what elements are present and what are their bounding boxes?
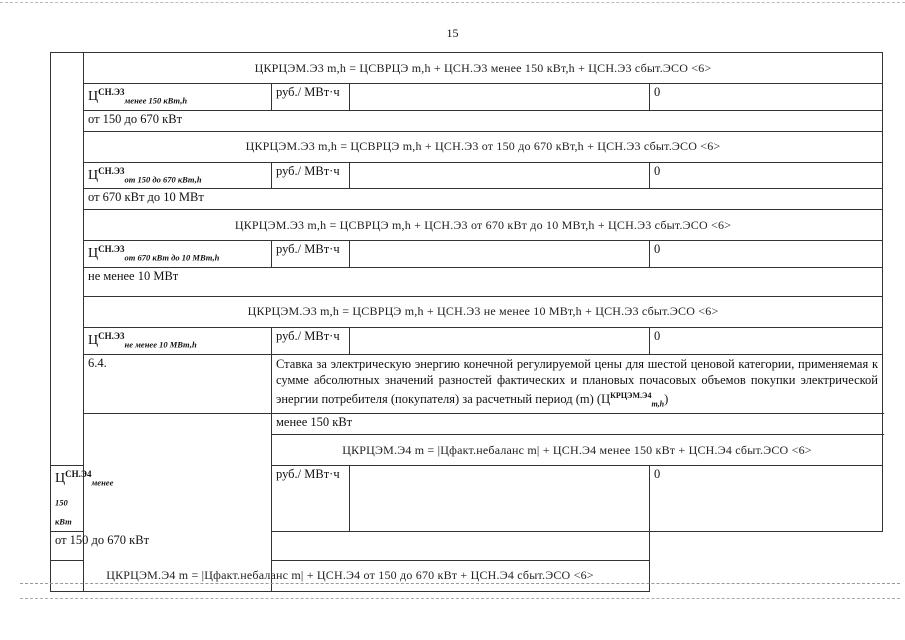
param-empty bbox=[350, 327, 650, 354]
formula-row bbox=[51, 296, 883, 327]
param-symbol: $Ц^{СН.Э3}_{от 150 до 670 кВт,h}$ bbox=[84, 162, 272, 189]
group-label: от 150 до 670 кВт bbox=[84, 110, 883, 131]
section-description: Ставка за электрическую энергию конечной регулируемой цены для шестой ценовой категории, применяемая к сумме абсолютных значений разностей фактических и плановых почасовых объемов покупки электрической энергии потребителя (покупателя) за расчетный период (m) $(Ц^{КРЦЭМ.Э4}_{m,h})$ bbox=[272, 354, 883, 414]
section-number: 6.4. bbox=[84, 354, 272, 414]
param-unit: руб./ МВт·ч bbox=[272, 241, 350, 268]
param-unit: руб./ МВт·ч bbox=[272, 327, 350, 354]
param-empty bbox=[350, 84, 650, 111]
formula-row bbox=[51, 560, 883, 591]
formula-row bbox=[51, 210, 883, 241]
param-row bbox=[51, 84, 883, 111]
formula-row bbox=[51, 131, 883, 162]
formula: ЦКРЦЭМ.Э3 m,h = ЦСВРЦЭ m,h + ЦСН.Э3 от 150 до 670 кВт,h + ЦСН.Э3 сбыт.ЭСО <6> bbox=[84, 131, 883, 162]
param-symbol: $Ц^{СН.Э3}_{не менее 10 МВт,h}$ bbox=[84, 327, 272, 354]
formula: ЦКРЦЭМ.Э3 m,h = ЦСВРЦЭ m,h + ЦСН.Э3 не менее 10 МВт,h + ЦСН.Э3 сбыт.ЭСО <6> bbox=[84, 296, 883, 327]
param-empty bbox=[350, 466, 650, 532]
section-64-header-row bbox=[51, 354, 883, 414]
group-label: от 670 кВт до 10 МВт bbox=[84, 189, 883, 210]
formula-row bbox=[51, 53, 883, 84]
param-row bbox=[51, 327, 883, 354]
page-number: 15 bbox=[446, 26, 459, 40]
group-label: не менее 10 МВт bbox=[84, 267, 883, 296]
param-row bbox=[51, 241, 883, 268]
section-number-cell-blank bbox=[51, 53, 84, 466]
formula: ЦКРЦЭМ.Э3 m,h = ЦСВРЦЭ m,h + ЦСН.Э3 менее 150 кВт,h + ЦСН.Э3 сбыт.ЭСО <6> bbox=[84, 53, 883, 84]
group-label: от 150 до 670 кВт bbox=[51, 531, 650, 560]
param-unit: руб./ МВт·ч bbox=[272, 84, 350, 111]
param-value: 0 bbox=[650, 84, 883, 111]
formula: ЦКРЦЭМ.Э3 m,h = ЦСВРЦЭ m,h + ЦСН.Э3 от 670 кВт до 10 МВт,h + ЦСН.Э3 сбыт.ЭСО <6> bbox=[84, 210, 883, 241]
param-empty bbox=[350, 241, 650, 268]
bottom-dashed-rule bbox=[20, 583, 900, 584]
param-row bbox=[51, 162, 883, 189]
group-label-row bbox=[51, 531, 883, 560]
group-label-row bbox=[51, 110, 883, 131]
param-unit: руб./ МВт·ч bbox=[272, 466, 350, 532]
param-symbol: $Ц^{СН.Э4}_{менее 150 кВт}$ bbox=[51, 466, 84, 532]
group-label: менее 150 кВт bbox=[272, 414, 883, 435]
bottom-dashed-rule-2 bbox=[20, 598, 900, 599]
group-label-row bbox=[51, 414, 883, 435]
formula: ЦКРЦЭМ.Э4 m = |Цфакт.небаланс m| + ЦСН.Э4 менее 150 кВт + ЦСН.Э4 сбыт.ЭСО <6> bbox=[272, 435, 883, 466]
param-empty bbox=[350, 162, 650, 189]
param-symbol: $Ц^{СН.Э3}_{менее 150 кВт,h}$ bbox=[84, 84, 272, 111]
param-value: 0 bbox=[650, 241, 883, 268]
formula: ЦКРЦЭМ.Э4 m = |Цфакт.небаланс m| + ЦСН.Э4 от 150 до 670 кВт + ЦСН.Э4 сбыт.ЭСО <6> bbox=[51, 560, 650, 591]
param-symbol: $Ц^{СН.Э3}_{от 670 кВт до 10 МВт,h}$ bbox=[84, 241, 272, 268]
group-label-row bbox=[51, 267, 883, 296]
param-unit: руб./ МВт·ч bbox=[272, 162, 350, 189]
param-value: 0 bbox=[650, 466, 883, 532]
group-label-row bbox=[51, 189, 883, 210]
param-value: 0 bbox=[650, 162, 883, 189]
param-value: 0 bbox=[650, 327, 883, 354]
top-dashed-rule bbox=[0, 2, 905, 3]
tariff-table bbox=[50, 52, 883, 592]
